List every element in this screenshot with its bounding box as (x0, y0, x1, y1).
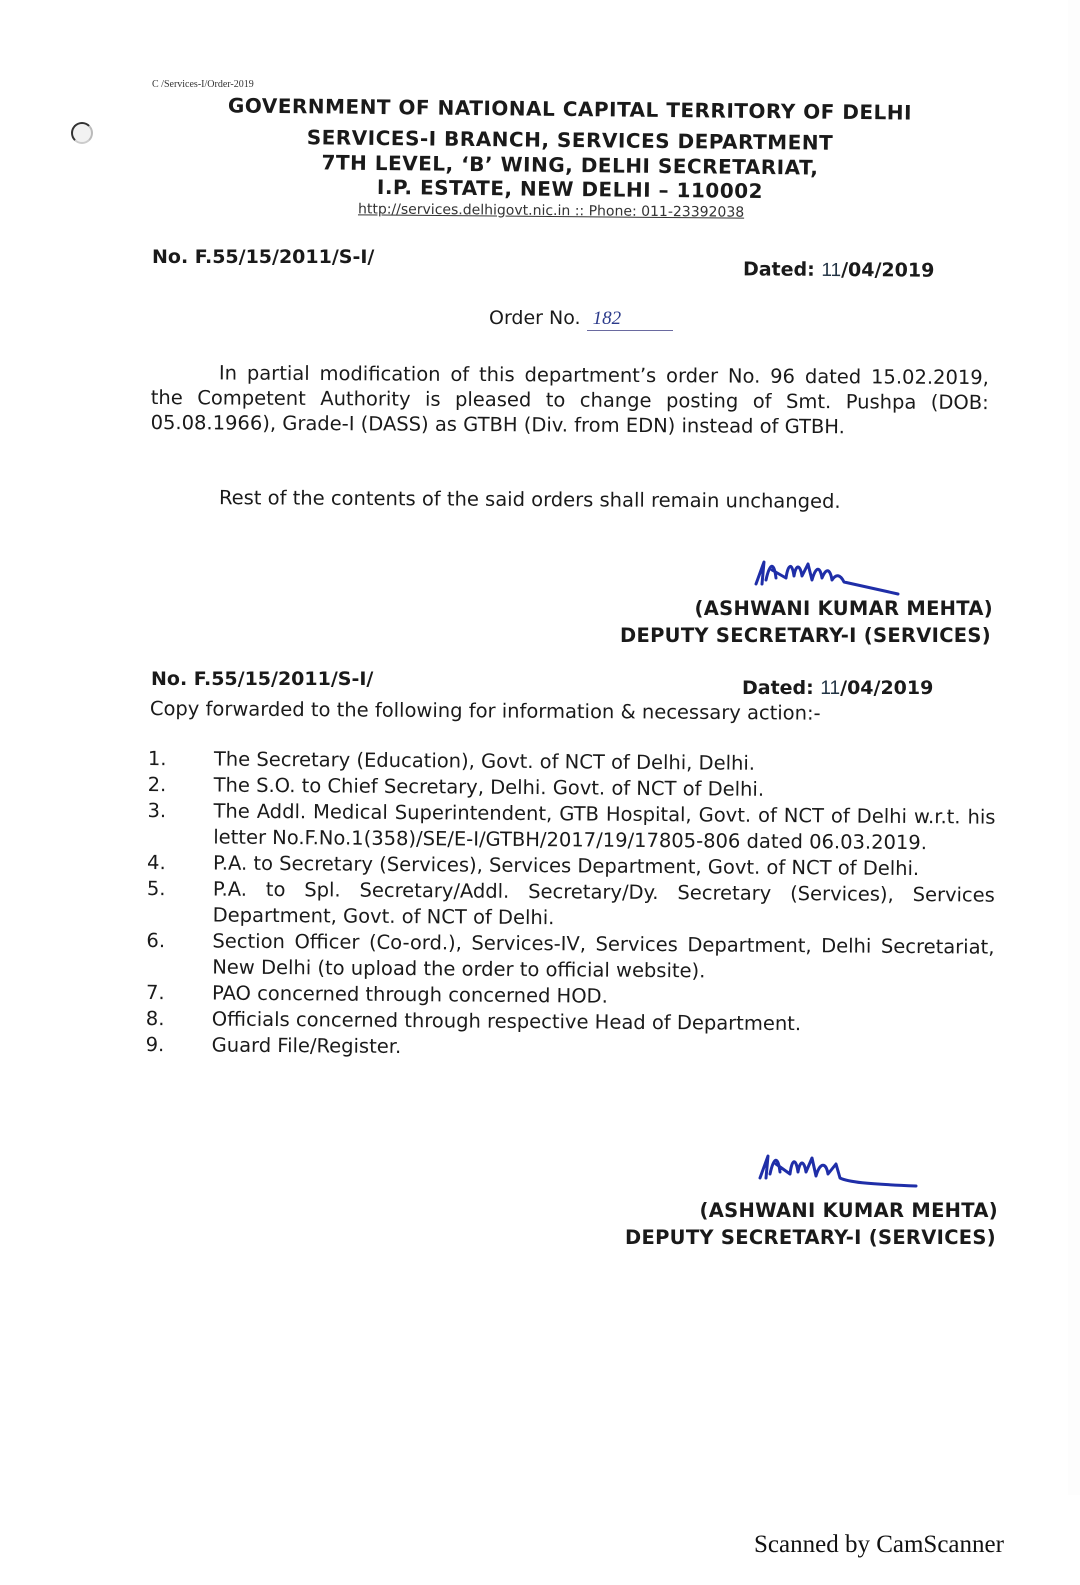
dated-day-handwritten: 11 (821, 259, 842, 282)
order-paragraph-text: In partial modification of this department’s order No. 96 dated 15.02.2019, the Competent Authority is pleased to change posting of Smt. Pushpa (DOB: 05.08.1966), Grade-I (DASS) as GTBH (Div. from EDN) instead of GTBH. (150, 361, 989, 439)
list-item (147, 798, 995, 857)
reference-note: C /Services-I/Order-2019 (152, 79, 254, 90)
recipient-list (146, 746, 996, 1065)
list-number: 1. (147, 746, 167, 771)
dated-label: Dated: (742, 258, 815, 281)
list-item (147, 876, 995, 935)
copy-date (742, 677, 933, 700)
list-item (146, 928, 994, 987)
signature-2 (756, 1148, 921, 1197)
order-number-handwritten: 182 (587, 308, 673, 331)
dated-month-year: /04/2019 (841, 259, 935, 282)
list-text: The Addl. Medical Superintendent, GTB Hospital, Govt. of NCT of Delhi w.r.t. his letter No.F.No.1(358)/SE/E-I/GTBH/2017/19/17805-806 dated 06.03.2019. (213, 799, 996, 855)
order-number (489, 307, 673, 331)
list-text: Guard File/Register. (211, 1033, 402, 1058)
copy-dated-label: Dated: (742, 677, 814, 699)
list-number: 3. (147, 798, 167, 823)
header-address-1: 7TH LEVEL, ‘B’ WING, DELHI SECRETARIAT, (321, 150, 819, 180)
header-address-2: I.P. ESTATE, NEW DELHI – 110002 (376, 174, 764, 204)
rest-unchanged-line: Rest of the contents of the said orders shall remain unchanged. (218, 486, 841, 513)
header-branch: SERVICES-I BRANCH, SERVICES DEPARTMENT (306, 125, 834, 155)
copy-dated-month-year: /04/2019 (840, 677, 934, 699)
header-government: GOVERNMENT OF NATIONAL CAPITAL TERRITORY OF DELHI (227, 93, 913, 125)
list-number: 9. (145, 1032, 165, 1057)
signatory-1-name: (ASHWANI KUMAR MEHTA) (694, 597, 993, 620)
header-contact: http://services.delhigovt.nic.in :: Phone: 011-23392038 (357, 201, 745, 221)
list-text: P.A. to Secretary (Services), Services Department, Govt. of NCT of Delhi. (212, 851, 920, 881)
list-number: 2. (147, 772, 167, 797)
order-date (743, 258, 934, 282)
copy-dated-day-handwritten: 11 (820, 678, 841, 699)
order-label: Order No. (489, 307, 581, 329)
list-number: 4. (146, 850, 166, 875)
list-text: P.A. to Spl. Secretary/Addl. Secretary/Dy. Secretary (Services), Services Department, Govt. of NCT of Delhi. (212, 877, 995, 930)
file-number: No. F.55/15/2011/S-I/ (152, 246, 375, 268)
copy-file-number: No. F.55/15/2011/S-I/ (151, 668, 374, 690)
list-text: PAO concerned through concerned HOD. (211, 981, 608, 1008)
copy-forwarded-intro: Copy forwarded to the following for information & necessary action:- (149, 697, 821, 725)
list-number: 7. (145, 980, 165, 1005)
list-text: Section Officer (Co-ord.), Services-IV, Services Department, Delhi Secretariat, New Delhi (to upload the order to official website). (212, 929, 995, 983)
list-number: 5. (146, 876, 166, 901)
camscanner-watermark: Scanned by CamScanner (754, 1531, 1004, 1558)
list-text: The Secretary (Education), Govt. of NCT of Delhi, Delhi. (213, 747, 756, 775)
list-text: The S.O. to Chief Secretary, Delhi. Govt. of NCT of Delhi. (213, 773, 765, 801)
list-number: 6. (146, 928, 166, 953)
order-paragraph (151, 360, 989, 440)
signatory-2-designation: DEPUTY SECRETARY-I (SERVICES) (624, 1226, 996, 1249)
list-text: Officials concerned through respective Head of Department. (211, 1007, 802, 1036)
signatory-1-designation: DEPUTY SECRETARY-I (SERVICES) (619, 624, 991, 647)
list-number: 8. (145, 1006, 165, 1031)
signatory-2-name: (ASHWANI KUMAR MEHTA) (699, 1199, 998, 1222)
